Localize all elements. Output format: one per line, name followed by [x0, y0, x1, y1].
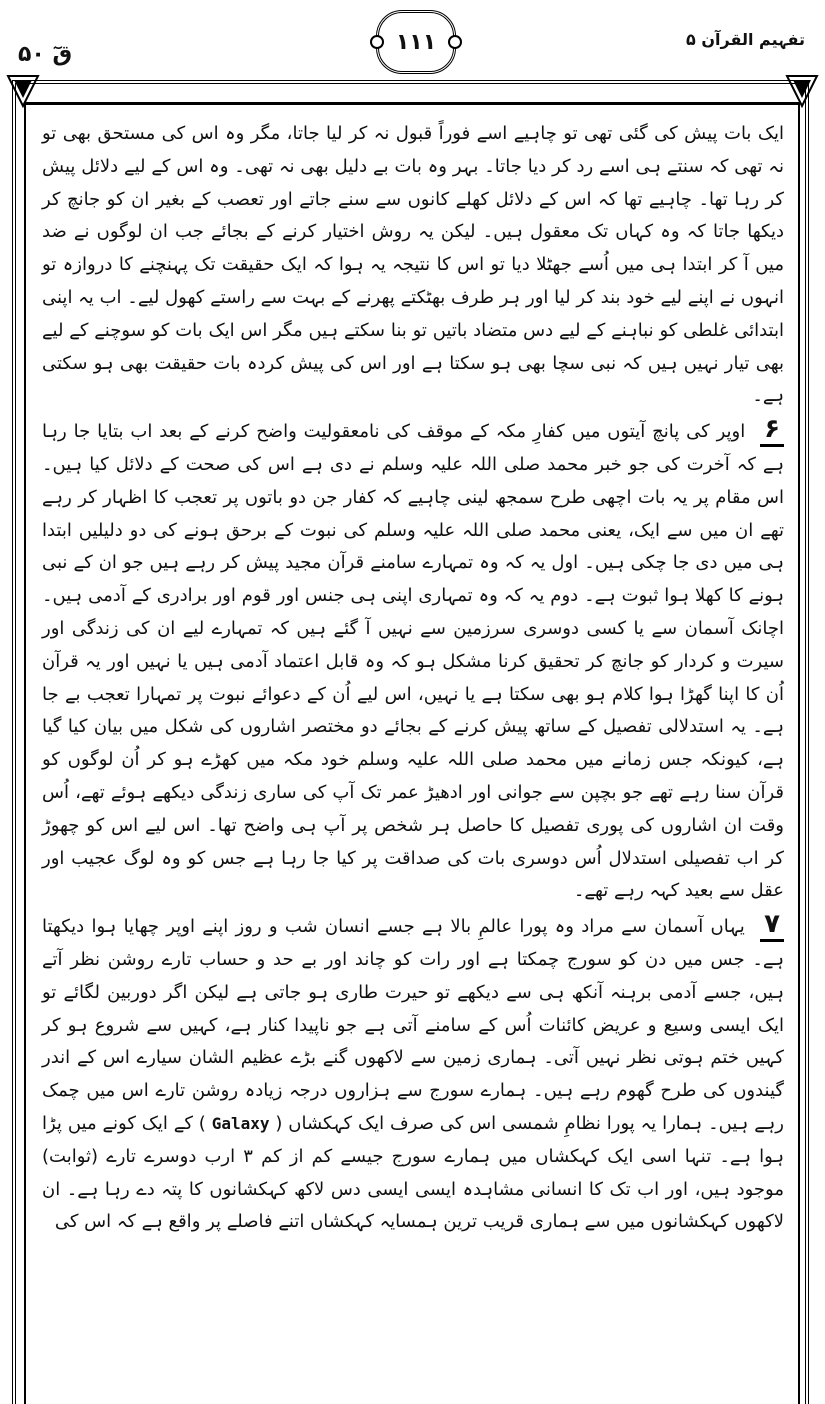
footnote-number: ۶: [760, 414, 784, 447]
footnote-number: ۷: [760, 909, 784, 942]
footnote-text: یہاں آسمان سے مراد وہ پورا عالمِ بالا ہے جسے انسان شب و روز اپنے اوپر چھایا ہوا دیکھتا ہے۔ جس میں دن کو سورج چمکتا ہے اور رات کو چاند اور بے حد و حساب تارے روشن نظر آتے ہیں، جسے آدمی برہنہ آنکھ ہی سے دیکھے تو حیرت طاری ہو جاتی ہے لیکن اگر دوربین لگائے تو ایک ایسی وسیع و عریض کائنات اُس کے سامنے آتی ہے جو ناپیدا کنار ہے، کہیں سے شروع ہو کر کہیں ختم ہوتی نظر نہیں آتی۔ ہماری زمین سے لاکھوں گنے بڑے عظیم الشان سیارے اس کے اندر گیندوں کی طرح گھوم رہے ہیں۔ ہمارے سورج سے ہزاروں درجہ زیادہ روشن تارے اس میں چمک رہے ہیں۔ ہمارا یہ پورا نظامِ شمسی اس کی صرف ایک کہکشاں (: [42, 916, 784, 1134]
galaxy-term: Galaxy: [211, 1113, 270, 1133]
running-title: تفہیم القرآن ۵: [686, 30, 805, 49]
footnote-7: [42, 908, 784, 1239]
page-header: [0, 0, 825, 80]
surah-page-reference: قٓ ۵۰: [18, 42, 73, 67]
corner-ornament-icon: [6, 74, 40, 108]
paragraph: ایک بات پیش کی گئی تھی تو چاہیے اسے فوراً قبول نہ کر لیا جاتا، مگر وہ اس کی مستحق بھی تو نہ تھی کہ سنتے ہی اسے رد کر دیا جاتا۔ بہر وہ بات بے دلیل بھی نہ تھی۔ وہ اس کے لیے دلائل پیش کر رہا تھا۔ چاہیے تھا کہ اس کے دلائل کھلے کانوں سے سنے جاتے اور تعصب کے بغیر ان کو جانچ کر دیکھا جاتا کہ وہ کہاں تک معقول ہیں۔ لیکن یہ روش اختیار کرنے کے بجائے جب ان لوگوں نے ضد میں آ کر ابتدا ہی میں اُسے جھٹلا دیا تو اس کا نتیجہ یہ ہوا کہ ایک حقیقت تک پہنچنے کا دروازہ تو انہوں نے اپنے لیے خود بند کر لیا اور ہر طرف بھٹکتے پھرنے کے بہت سے راستے کھول لیے۔ اب یہ اپنی ابتدائی غلطی کو نباہنے کے لیے دس متضاد باتیں تو بنا سکتے ہیں مگر اس ایک بات کو سوچنے کے لیے بھی تیار نہیں ہیں کہ نبی سچا بھی ہو سکتا ہے اور اس کی پیش کردہ بات حقیقت بھی ہو سکتی ہے۔: [42, 123, 784, 407]
footnote-text: ) کے ایک کونے میں پڑا ہوا ہے۔ تنہا اسی ایک کہکشاں میں ہمارے سورج جیسے کم از کم ۳ ارب دوسرے تارے (ثوابت) موجود ہیں، اور اب تک کا انسانی مشاہدہ ایسی ایسی دس لاکھ کہکشانوں کا پتہ دے رہا ہے۔ ان لاکھوں کہکشانوں میں سے ہماری قریب ترین ہمسایہ کہکشاں اتنے فاصلے پر واقع ہے کہ اس کی: [42, 1112, 784, 1233]
footnote-6: [42, 413, 784, 908]
commentary-body: [42, 118, 784, 1239]
page-number-emblem: [376, 10, 456, 74]
page-number: ۱۱۱: [395, 29, 437, 55]
footnote-text: اوپر کی پانچ آیتوں میں کفارِ مکہ کے موقف کی نامعقولیت واضح کرنے کے بعد اب بتایا جا رہا ہے کہ آخرت کی جو خبر محمد صلی اللہ علیہ وسلم نے دی ہے اس کی صحت کے دلائل کیا ہیں۔ اس مقام پر یہ بات اچھی طرح سمجھ لینی چاہیے کہ کفار جن دو باتوں پر تعجب کا اظہار کر رہے تھے ان میں سے ایک، یعنی محمد صلی اللہ علیہ وسلم کی نبوت کے برحق ہونے کی دو دلیلیں ابتدا ہی میں دی جا چکی ہیں۔ اول یہ کہ وہ تمہارے سامنے قرآن مجید پیش کر رہے ہیں جو ان کے نبی ہونے کا کھلا ہوا ثبوت ہے۔ دوم یہ کہ وہ تمہاری اپنی ہی جنس اور قوم اور برادری کے آدمی ہیں۔ اچانک آسمان سے یا کسی دوسری سرزمین سے نہیں آ گئے ہیں کہ تمہارے لیے ان کی زندگی اور سیرت و کردار کو جانچ کر تحقیق کرنا مشکل ہو کہ وہ قابل اعتماد آدمی ہیں یا نہیں اور یہ قرآن اُن کا اپنا گھڑا ہوا کلام ہو بھی سکتا ہے یا نہیں، اس لیے اُن کے دعوائے نبوت پر تمہارا تعجب بے جا ہے۔ یہ استدلالی تفصیل کے ساتھ پیش کرنے کے بجائے دو مختصر اشاروں کی شکل میں بیان کیا گیا ہے، کیونکہ جس زمانے میں محمد صلی اللہ علیہ وسلم خود مکہ میں کھڑے ہو کر اُن لوگوں کو قرآن سنا رہے تھے جو بچپن سے جوانی اور ادھیڑ عمر تک آپ کی ساری زندگی دیکھے ہوئے تھے، اُس وقت ان اشاروں کی پوری تفصیل کا حاصل ہر شخص پر آپ ہی واضح تھا۔ اس لیے اس کو چھوڑ کر اب تفصیلی استدلال اُس دوسری بات کی صداقت پر کیا جا رہا ہے جس کو وہ لوگ عجیب اور عقل سے بعید کہہ رہے تھے۔: [42, 421, 784, 902]
corner-ornament-icon: [785, 74, 819, 108]
